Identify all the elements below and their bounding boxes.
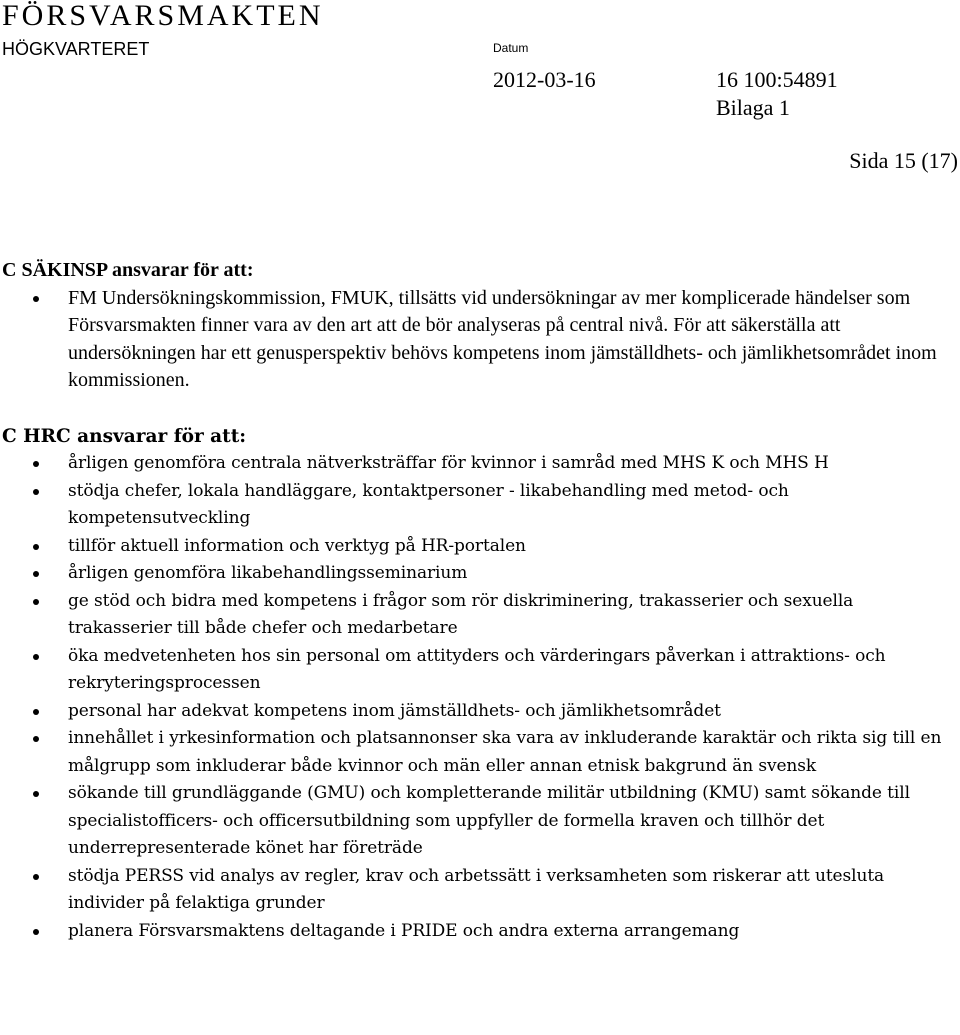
appendix-label: Bilaga 1	[716, 95, 790, 120]
bullet-list	[2, 285, 954, 395]
section-c-sakinsp	[2, 257, 954, 395]
list-item: stödja chefer, lokala handläggare, kontaktpersoner - likabehandling med metod- och kompetensutveckling	[2, 478, 954, 533]
reference-number: 16 100:54891	[716, 67, 838, 92]
section-heading: C SÄKINSP ansvarar för att:	[2, 259, 254, 281]
list-item: öka medvetenheten hos sin personal om attityders och värderingars påverkan i attraktions- och rekryteringsprocessen	[2, 643, 954, 698]
page-number: Sida 15 (17)	[849, 148, 958, 173]
section-c-hrc	[2, 423, 954, 946]
list-item: sökande till grundläggande (GMU) och kompletterande militär utbildning (KMU) samt sökande till specialistofficers- och officersutbildning som uppfyller de formella kraven och tillhör det underrepresenterade könet har företräde	[2, 780, 954, 863]
list-item: stödja PERSS vid analys av regler, krav och arbetssätt i verksamheten som riskerar att utesluta individer på felaktiga grunder	[2, 863, 954, 918]
list-item: personal har adekvat kompetens inom jämställdhets- och jämlikhetsområdet	[2, 698, 954, 726]
list-item: årligen genomföra likabehandlingsseminarium	[2, 560, 954, 588]
bullet-list	[2, 450, 954, 945]
organization-unit: HÖGKVARTERET	[2, 39, 150, 59]
document-body	[2, 257, 954, 945]
document-date: 2012-03-16	[493, 67, 596, 92]
list-item: planera Försvarsmaktens deltagande i PRIDE och andra externa arrangemang	[2, 918, 954, 946]
list-item: FM Undersökningskommission, FMUK, tillsätts vid undersökningar av mer komplicerade händelser som Försvarsmakten finner vara av den art att de bör analyseras på central nivå. För att säkerställa att undersökningen har ett genusperspektiv behövs kompetens inom jämställdhets- och jämlikhetsområdet inom kommissionen.	[2, 285, 954, 395]
list-item: årligen genomföra centrala nätverksträffar för kvinnor i samråd med MHS K och MHS H	[2, 450, 954, 478]
list-item: ge stöd och bidra med kompetens i frågor som rör diskriminering, trakasserier och sexuella trakasserier till både chefer och medarbetare	[2, 588, 954, 643]
organization-name: FÖRSVARSMAKTEN	[2, 0, 324, 32]
list-item: innehållet i yrkesinformation och platsannonser ska vara av inkluderande karaktär och rikta sig till en målgrupp som inkluderar både kvinnor och män eller annan etnisk bakgrund än svensk	[2, 725, 954, 780]
date-label: Datum	[493, 41, 529, 55]
list-item: tillför aktuell information och verktyg på HR-portalen	[2, 533, 954, 561]
section-heading: C HRC ansvarar för att:	[2, 425, 247, 447]
